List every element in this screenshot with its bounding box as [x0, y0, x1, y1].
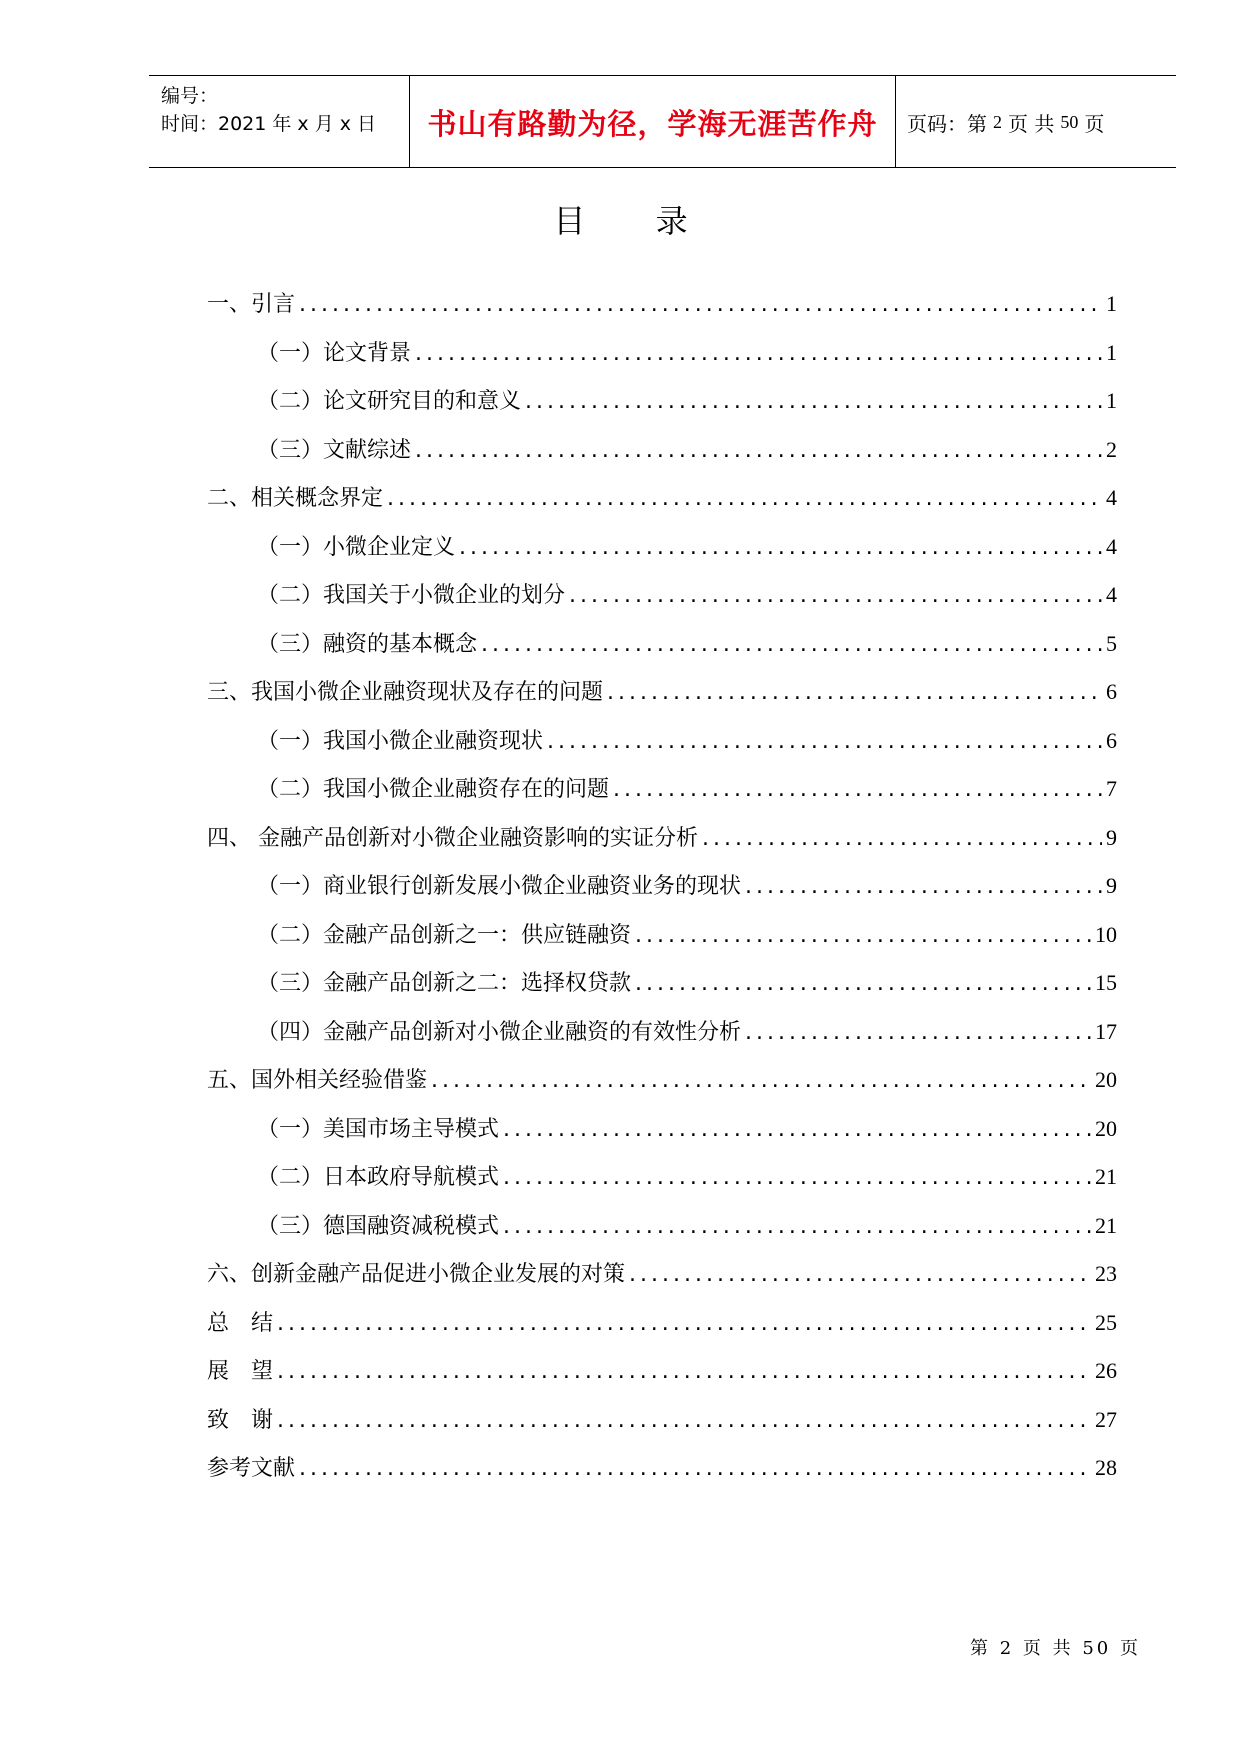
toc-entry-page: 1 — [1106, 339, 1117, 365]
page-total: 50 — [1060, 112, 1079, 132]
toc-entry[interactable] — [207, 280, 1117, 329]
toc-entry-label: （二）论文研究目的和意义 — [257, 389, 522, 414]
toc-entry-page: 21 — [1095, 1164, 1117, 1189]
toc-entry-page: 20 — [1095, 1115, 1117, 1141]
toc-entry[interactable] — [207, 1105, 1117, 1154]
toc-entry-label: 总 结 — [207, 1310, 274, 1336]
toc-entry-label: （四）金融产品创新对小微企业融资的有效性分析 — [257, 1019, 742, 1045]
toc-entry[interactable] — [207, 1299, 1117, 1348]
toc-dot-leader — [459, 524, 1102, 573]
toc-dot-leader — [635, 912, 1091, 961]
toc-entry-page: 6 — [1106, 727, 1117, 753]
toc-dot-leader — [635, 960, 1091, 1009]
toc-dot-leader — [387, 475, 1102, 524]
toc-entry-label: （一）美国市场主导模式 — [257, 1116, 500, 1142]
toc-entry[interactable] — [207, 1250, 1117, 1299]
toc-entry[interactable] — [207, 571, 1117, 620]
toc-entry[interactable] — [207, 377, 1117, 426]
toc-dot-leader — [277, 1300, 1091, 1349]
toc-entry[interactable] — [207, 1056, 1117, 1105]
toc-entry[interactable] — [207, 474, 1117, 523]
toc-entry-page: 5 — [1106, 630, 1117, 656]
toc-entry[interactable] — [207, 620, 1117, 669]
toc-dot-leader — [431, 1057, 1091, 1106]
toc-dot-leader — [702, 815, 1102, 864]
toc-dot-leader — [745, 863, 1102, 912]
toc-entry-page: 28 — [1095, 1455, 1117, 1480]
page-footer: 第 2 页 共 50 页 — [970, 1638, 1141, 1659]
toc-entry-label: 致 谢 — [207, 1407, 274, 1433]
toc-entry[interactable] — [207, 959, 1117, 1008]
page-header — [149, 75, 1176, 168]
toc-entry[interactable] — [207, 329, 1117, 378]
toc-entry-label: （一）论文背景 — [257, 340, 412, 366]
toc-entry[interactable] — [207, 862, 1117, 911]
toc-entry-page: 4 — [1106, 533, 1117, 559]
toc-dot-leader — [613, 766, 1102, 815]
toc-entry-label: （三）文献综述 — [257, 437, 412, 463]
toc-entry[interactable] — [207, 814, 1117, 863]
toc-dot-leader — [629, 1251, 1091, 1300]
toc-entry-label: （二）日本政府导航模式 — [257, 1165, 500, 1190]
header-motto: 书山有路勤为径，学海无涯苦作舟 — [410, 76, 896, 167]
toc-entry-label: 参考文献 — [207, 1456, 296, 1481]
toc-dot-leader — [547, 718, 1102, 767]
toc-dot-leader — [415, 330, 1102, 379]
toc-dot-leader — [503, 1203, 1091, 1252]
toc-entry-page: 1 — [1106, 291, 1117, 316]
toc-dot-leader — [607, 669, 1102, 718]
toc-dot-leader — [481, 621, 1102, 670]
toc-dot-leader — [299, 281, 1102, 330]
toc-dot-leader — [503, 1154, 1091, 1203]
toc-entry-page: 4 — [1106, 582, 1117, 607]
toc-entry-page: 9 — [1106, 873, 1117, 898]
toc-entry-label: （二）我国关于小微企业的划分 — [257, 583, 566, 608]
toc-entry-page: 15 — [1095, 970, 1117, 995]
toc-dot-leader — [299, 1445, 1091, 1494]
toc-entry[interactable] — [207, 911, 1117, 960]
header-page-indicator — [896, 76, 1176, 167]
toc-dot-leader — [503, 1106, 1091, 1155]
toc-entry-page: 25 — [1095, 1309, 1117, 1335]
toc-entry-label: 六、创新金融产品促进小微企业发展的对策 — [207, 1262, 626, 1287]
toc-entry[interactable] — [207, 1347, 1117, 1396]
toc-dot-leader — [415, 427, 1102, 476]
toc-entry-label: （三）金融产品创新之二：选择权贷款 — [257, 971, 632, 996]
document-number-label: 编号： — [161, 85, 219, 107]
document-time-label: 时间：2021 年 x 月 x 日 — [161, 113, 377, 135]
toc-entry-label: （一）小微企业定义 — [257, 534, 456, 560]
toc-entry-page: 17 — [1095, 1018, 1117, 1044]
toc-dot-leader — [569, 572, 1102, 621]
page-suffix: 页 — [1084, 112, 1105, 136]
toc-dot-leader — [525, 378, 1102, 427]
toc-dot-leader — [277, 1397, 1091, 1446]
toc-entry-page: 27 — [1095, 1406, 1117, 1432]
toc-entry-label: （三）德国融资减税模式 — [257, 1213, 500, 1239]
header-info-cell — [149, 76, 410, 167]
toc-entry-page: 10 — [1095, 921, 1117, 947]
toc-entry-page: 6 — [1106, 679, 1117, 704]
table-of-contents — [207, 280, 1117, 1493]
toc-entry-page: 9 — [1106, 824, 1117, 850]
toc-entry[interactable] — [207, 1396, 1117, 1445]
toc-entry-label: （一）我国小微企业融资现状 — [257, 728, 544, 754]
toc-entry-label: （二）金融产品创新之一：供应链融资 — [257, 922, 632, 948]
toc-entry-label: 展 望 — [207, 1359, 274, 1384]
toc-entry[interactable] — [207, 1202, 1117, 1251]
toc-entry-page: 21 — [1095, 1212, 1117, 1238]
toc-entry[interactable] — [207, 765, 1117, 814]
toc-entry-page: 4 — [1106, 485, 1117, 510]
toc-entry-label: 四、 金融产品创新对小微企业融资影响的实证分析 — [207, 825, 698, 851]
toc-entry-page: 23 — [1095, 1261, 1117, 1286]
toc-entry[interactable] — [207, 1153, 1117, 1202]
toc-entry[interactable] — [207, 1444, 1117, 1493]
toc-entry-label: （二）我国小微企业融资存在的问题 — [257, 777, 610, 802]
toc-dot-leader — [745, 1009, 1091, 1058]
toc-entry-page: 1 — [1106, 388, 1117, 413]
toc-entry-page: 26 — [1095, 1358, 1117, 1383]
page-current: 2 — [993, 112, 1002, 132]
toc-entry[interactable] — [207, 717, 1117, 766]
toc-entry-label: 五、国外相关经验借鉴 — [207, 1068, 428, 1093]
toc-entry-page: 7 — [1106, 776, 1117, 801]
toc-entry[interactable] — [207, 668, 1117, 717]
toc-entry-page: 2 — [1106, 436, 1117, 462]
toc-entry-label: 二、相关概念界定 — [207, 486, 384, 511]
toc-entry[interactable] — [207, 523, 1117, 572]
toc-entry-page: 20 — [1095, 1067, 1117, 1092]
toc-entry-label: （三）融资的基本概念 — [257, 631, 478, 657]
toc-entry-label: 三、我国小微企业融资现状及存在的问题 — [207, 680, 604, 705]
page-middle: 页 共 — [1008, 112, 1055, 136]
toc-entry-label: （一）商业银行创新发展小微企业融资业务的现状 — [257, 874, 742, 899]
toc-entry-label: 一、引言 — [207, 292, 296, 317]
toc-title: 目 录 — [553, 202, 718, 240]
toc-entry[interactable] — [207, 1008, 1117, 1057]
page-prefix: 页码：第 — [907, 112, 987, 136]
toc-dot-leader — [277, 1348, 1091, 1397]
toc-entry[interactable] — [207, 426, 1117, 475]
